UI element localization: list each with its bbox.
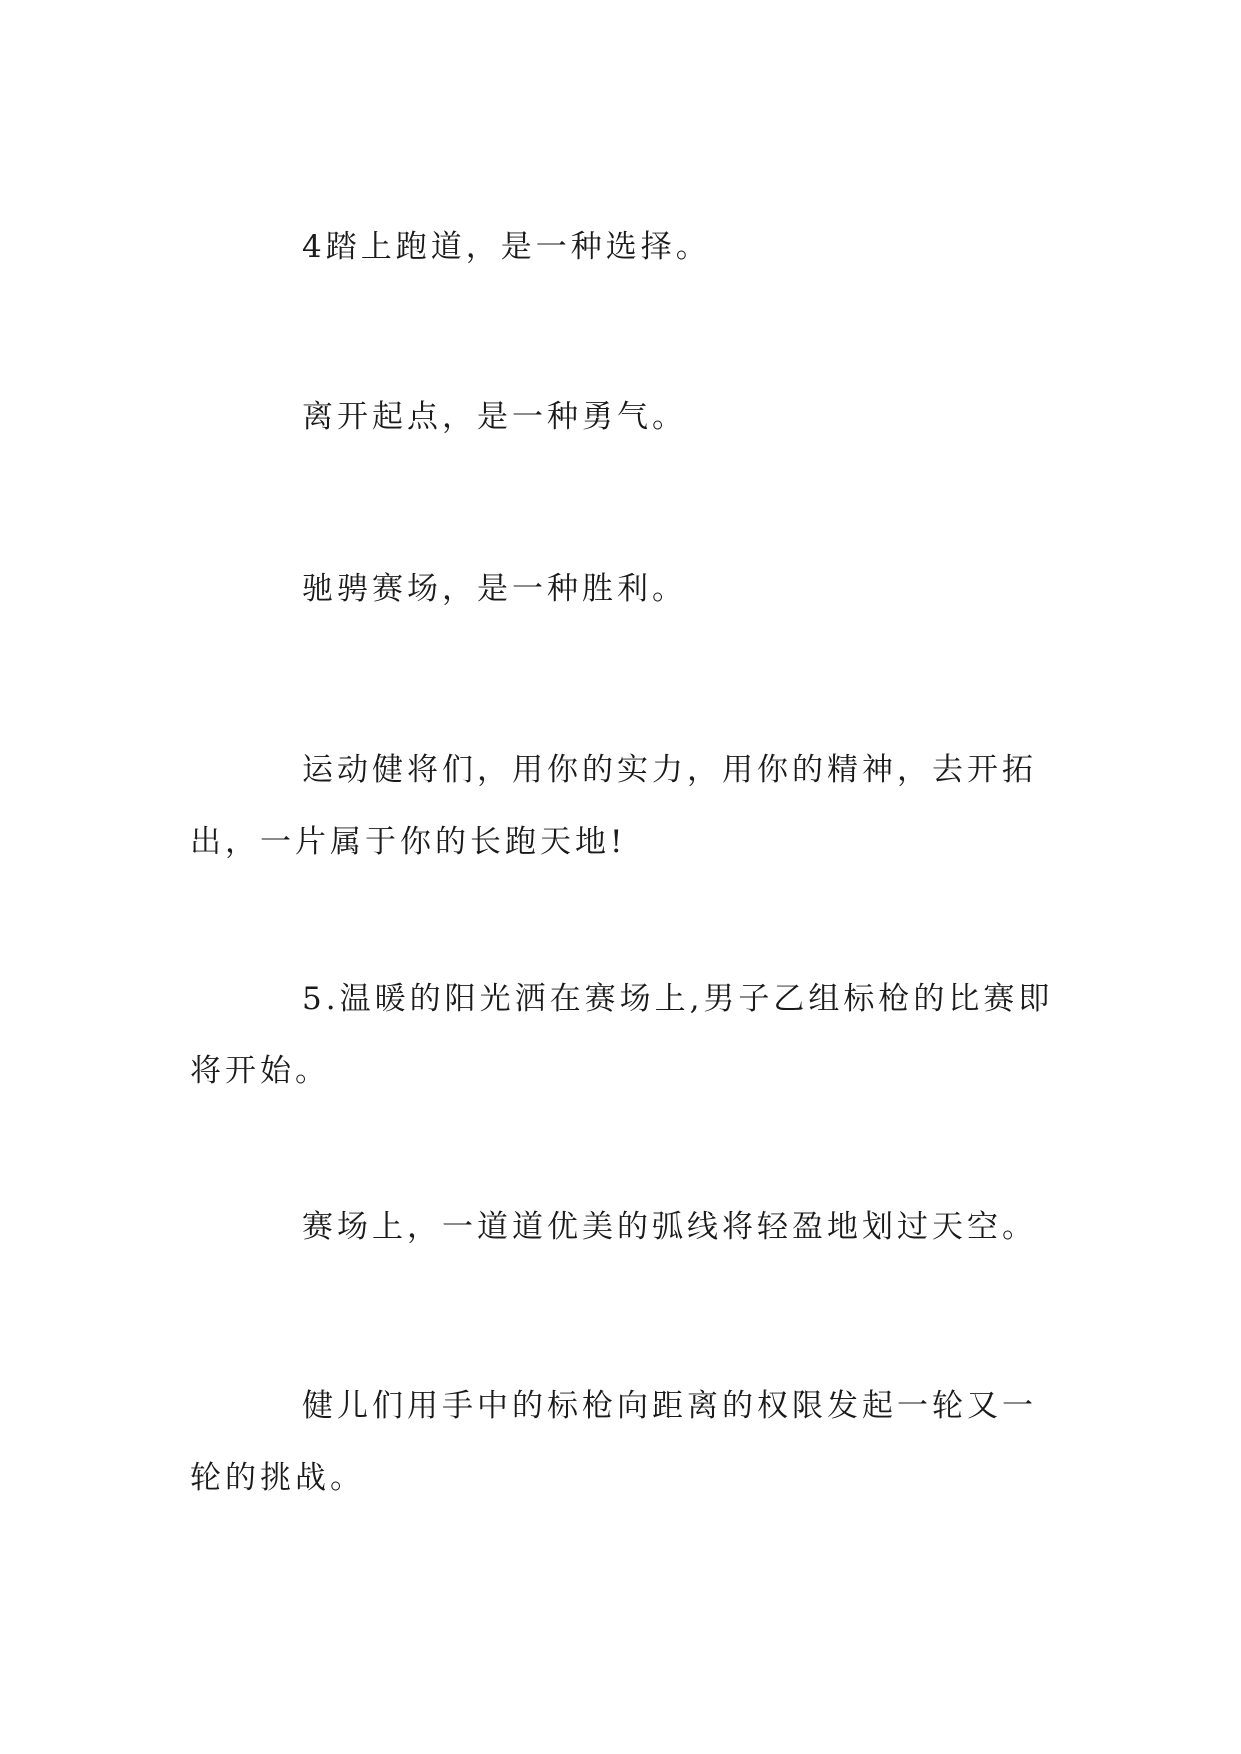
paragraph-7: 健儿们用手中的标枪向距离的权限发起一轮又一轮的挑战。 [190,1388,1037,1496]
paragraph-1: 4踏上跑道，是一种选择。 [302,229,711,265]
paragraph-6: 赛场上，一道道优美的弧线将轻盈地划过天空。 [302,1209,1037,1245]
paragraph-2: 离开起点，是一种勇气。 [302,399,687,435]
paragraph-5: 5.温暖的阳光洒在赛场上,男子乙组标枪的比赛即将开始。 [190,981,1054,1089]
paragraph-4: 运动健将们，用你的实力，用你的精神，去开拓出，一片属于你的长跑天地! [190,752,1037,860]
paragraph-3: 驰骋赛场，是一种胜利。 [302,571,687,607]
